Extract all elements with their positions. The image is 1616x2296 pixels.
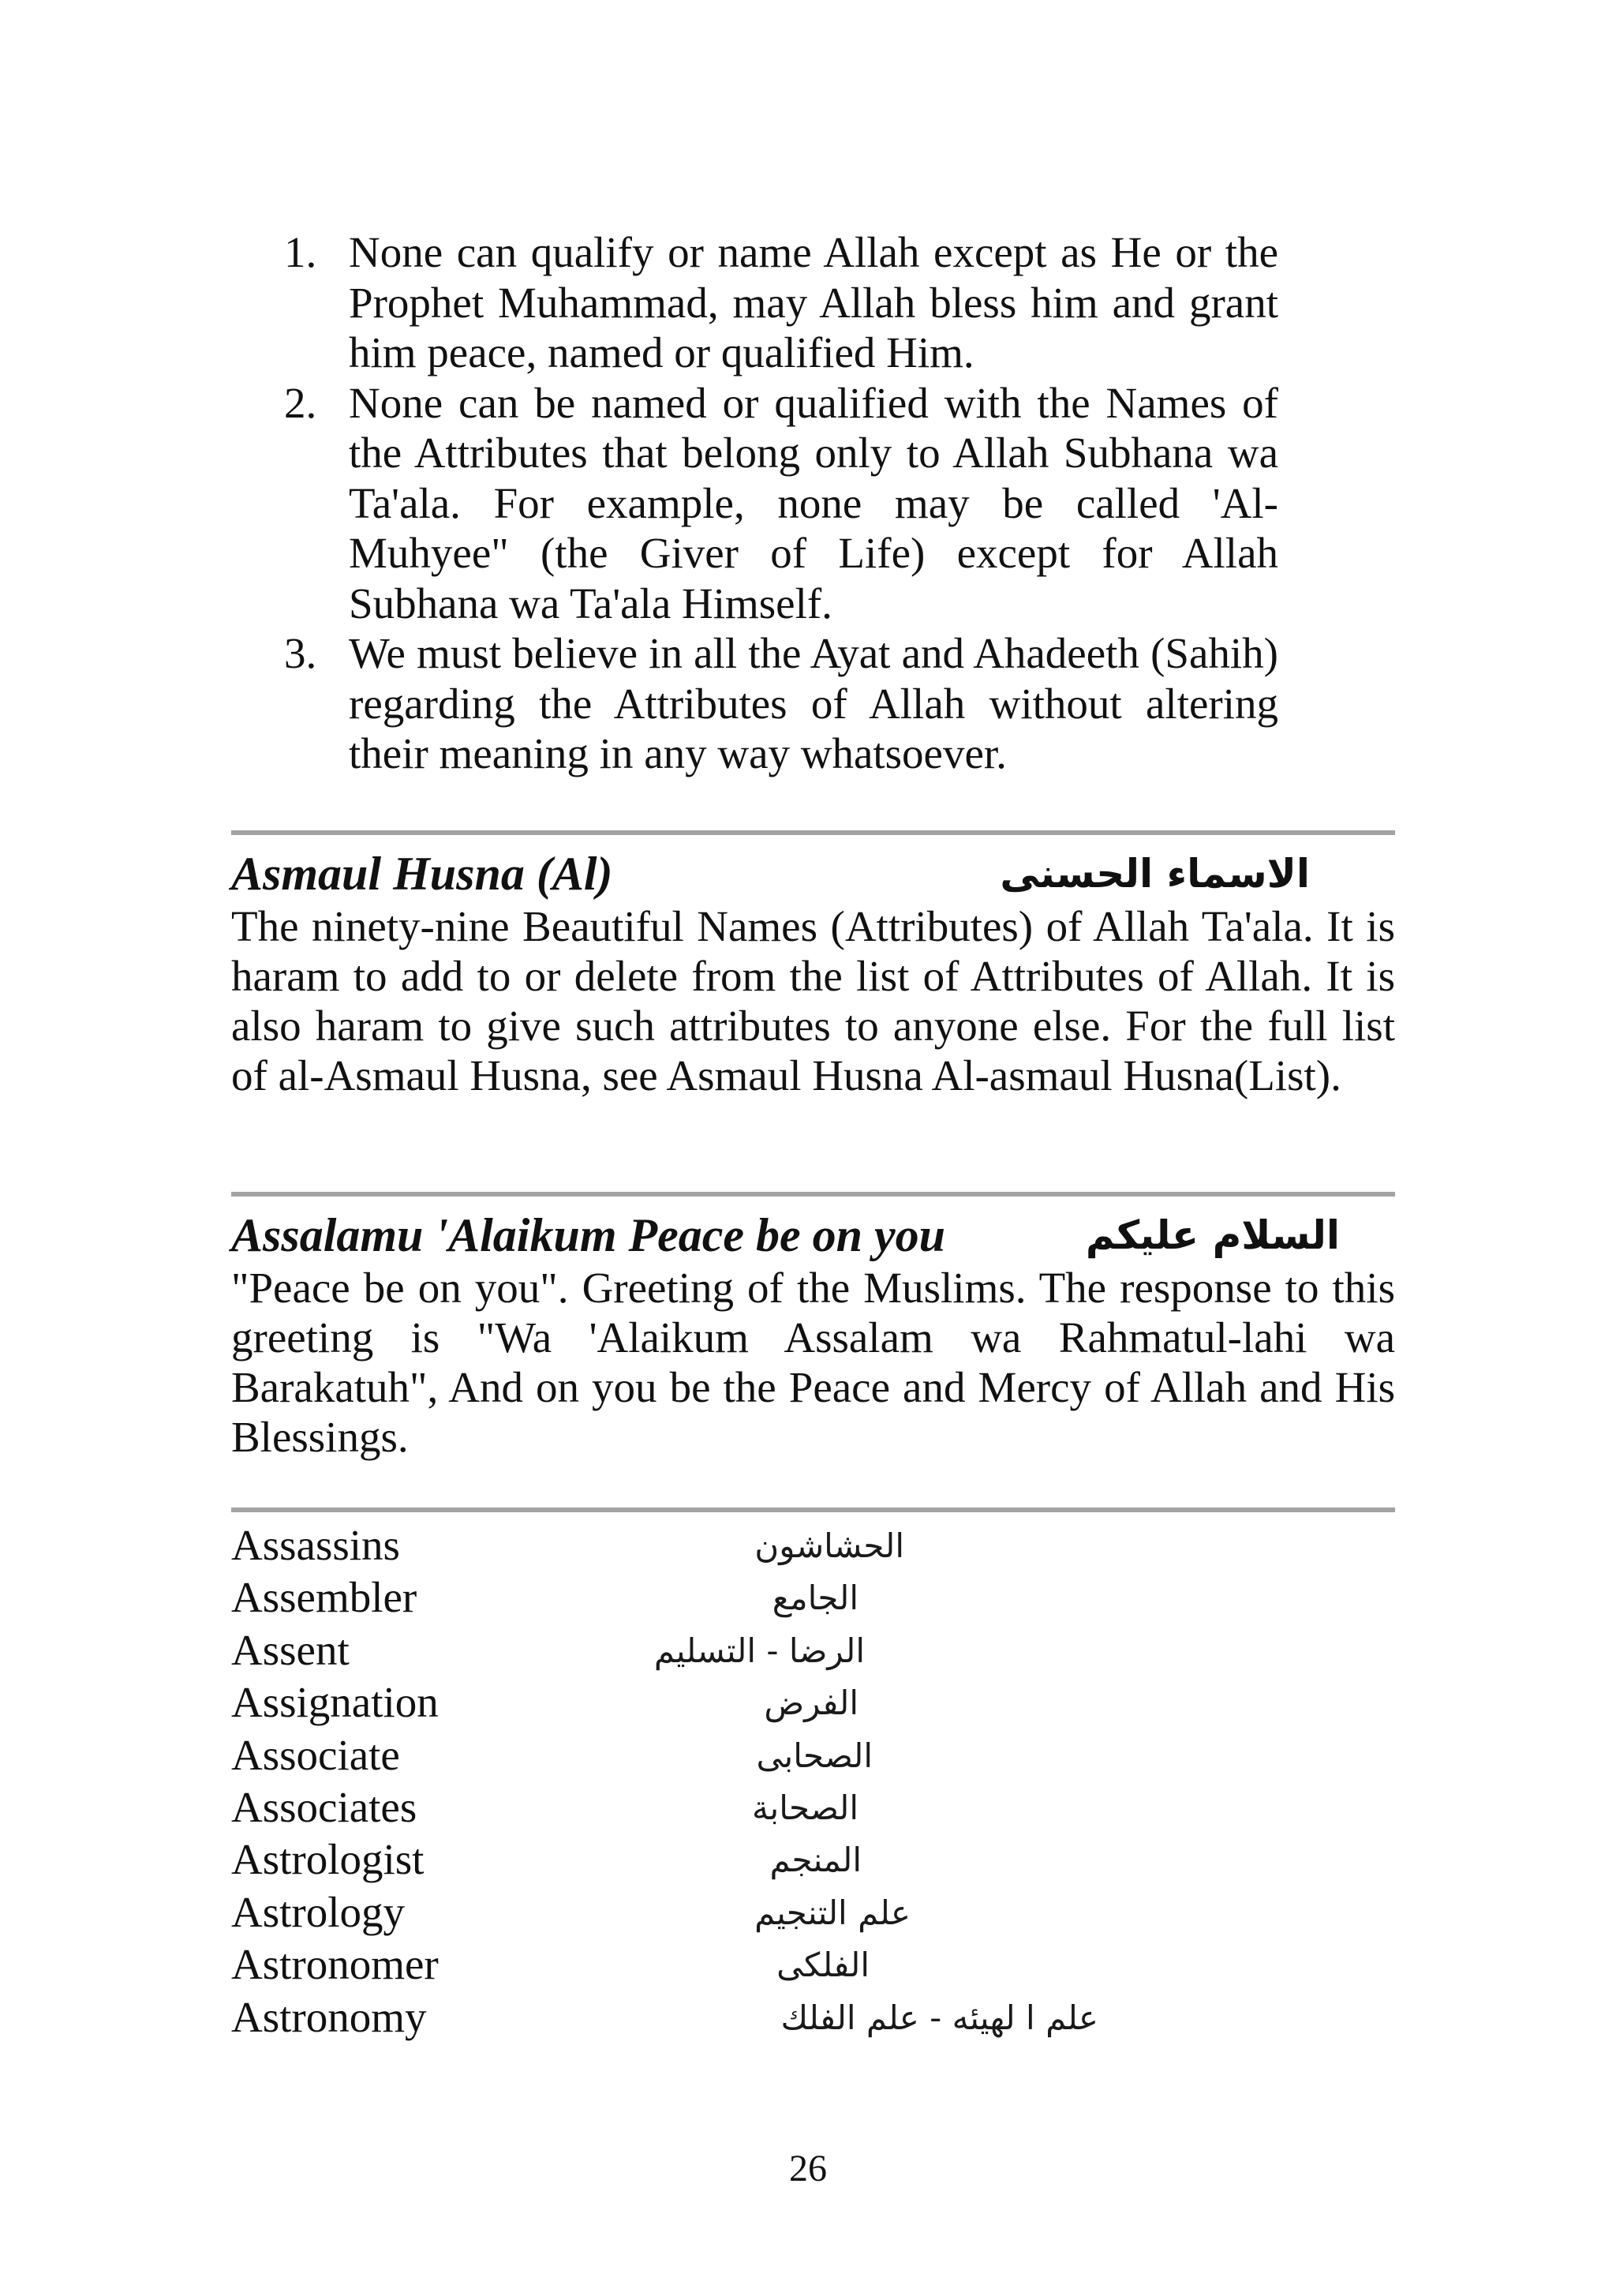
entry-heading <box>231 1208 1395 1263</box>
list-item <box>284 378 1278 629</box>
entry-term: Asmaul Husna (Al) <box>231 848 613 900</box>
entry-definition: The ninety-nine Beautiful Names (Attributes) of Allah Ta'ala. It is haram to add to or delete from the list of Attributes of Allah. It is also haram to give such attributes to anyone else. For the full list of al-Asmaul Husna, see Asmaul Husna Al-asmaul Husna(List). <box>231 902 1395 1099</box>
glossary-arabic: الحشاشون <box>754 1526 904 1565</box>
glossary-arabic: علم التنجيم <box>754 1893 911 1932</box>
list-text: None can qualify or name Allah except as He or the Prophet Muhammad, may Allah bless him and grant him peace, named or qualified Him. <box>349 228 1278 376</box>
rules-list <box>284 227 1278 779</box>
glossary-row <box>231 1886 1395 1938</box>
list-text: We must believe in all the Ayat and Ahadeeth (Sahih) regarding the Attributes of Allah without altering their meaning in any way whatsoever. <box>349 629 1278 777</box>
glossary-arabic: الصحابة <box>751 1788 858 1827</box>
list-text: None can be named or qualified with the Names of the Attributes that belong only to Allah Subhana wa Ta'ala. For example, none may be called 'Al-Muhyee" (the Giver of Life) except for Allah Subhana wa Ta'ala Himself. <box>349 378 1278 627</box>
list-number: 1. <box>284 228 317 276</box>
glossary-arabic: المنجم <box>769 1841 862 1880</box>
entry-arabic: الاسماء الحسنى <box>1000 851 1310 897</box>
glossary-arabic: الجامع <box>772 1579 858 1618</box>
glossary-row <box>231 1519 1395 1571</box>
glossary-arabic: الرضا - التسليم <box>653 1631 865 1670</box>
glossary-row <box>231 1938 1395 1991</box>
entry-heading <box>231 846 1395 901</box>
divider <box>231 830 1395 835</box>
glossary-term: Associate <box>231 1730 400 1779</box>
glossary-term: Astrologist <box>231 1835 425 1884</box>
glossary-term: Astronomer <box>231 1940 439 1989</box>
entry-arabic: السلام عليكم <box>1085 1212 1340 1258</box>
glossary-term: Assembler <box>231 1573 417 1622</box>
glossary-row <box>231 1991 1395 2043</box>
list-item <box>284 628 1278 779</box>
entry-definition: "Peace be on you". Greeting of the Muslims. The response to this greeting is "Wa 'Alaikum Assalam wa Rahmatul-lahi wa Barakatuh", And on you be the Peace and Mercy of Allah and His Blessings. <box>231 1264 1395 1461</box>
glossary-row <box>231 1833 1395 1886</box>
divider <box>231 1192 1395 1197</box>
glossary-term: Assassins <box>231 1521 400 1569</box>
glossary-row <box>231 1571 1395 1624</box>
list-number: 3. <box>284 629 317 677</box>
glossary-term: Associates <box>231 1782 417 1831</box>
glossary-arabic: الفلكى <box>776 1946 870 1985</box>
glossary-row <box>231 1624 1395 1676</box>
glossary-term: Astronomy <box>231 1992 427 2041</box>
glossary-row <box>231 1729 1395 1781</box>
page-number: 26 <box>789 2148 827 2189</box>
glossary-term: Astrology <box>231 1887 405 1936</box>
list-item <box>284 227 1278 378</box>
glossary-term: Assent <box>231 1625 350 1674</box>
glossary-arabic: علم ا لهيئه - علم الفلك <box>780 1998 1098 2037</box>
glossary-term: Assignation <box>231 1678 439 1727</box>
glossary-row <box>231 1676 1395 1729</box>
glossary-list <box>231 1519 1395 2043</box>
list-number: 2. <box>284 378 317 427</box>
glossary-arabic: الفرض <box>764 1684 858 1723</box>
divider <box>231 1508 1395 1512</box>
glossary-row <box>231 1781 1395 1833</box>
glossary-arabic: الصحابى <box>756 1736 873 1775</box>
entry-term: Assalamu 'Alaikum Peace be on you <box>231 1209 946 1261</box>
